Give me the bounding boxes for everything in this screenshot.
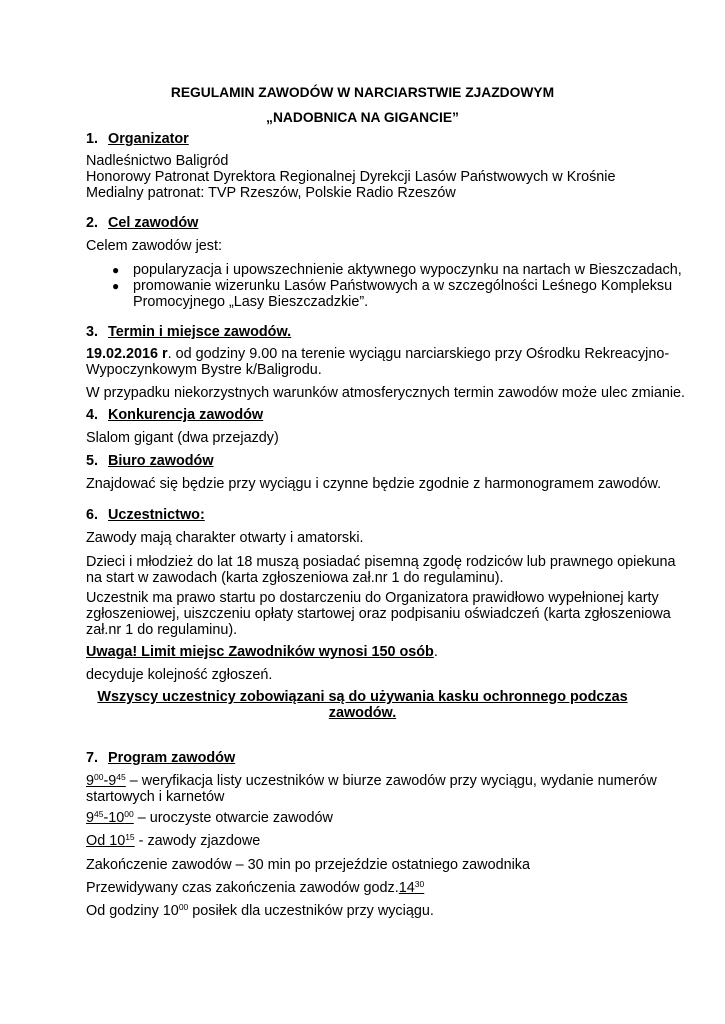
goal-bullet-2-line-2: Promocyjnego „Lasy Bieszczadzkie”. — [133, 294, 369, 310]
program-row-1-end-min: 45 — [116, 772, 126, 782]
office-text: Znajdować się będzie przy wyciągu i czynne będzie zgodnie z harmonogramem zawodów. — [86, 476, 662, 492]
program-row-2-end-hour: -10 — [103, 810, 125, 826]
helmet-notice-line-2: zawodów. — [328, 705, 397, 721]
section-3-heading: Termin i miejsce zawodów. — [108, 324, 292, 340]
program-row-2-start-hour: 9 — [86, 810, 95, 826]
program-row-6-hour: Od godziny 10 — [86, 903, 179, 919]
program-row-5 — [86, 880, 424, 897]
section-3-number: 3. — [86, 324, 99, 340]
program-row-5-min: 30 — [414, 879, 425, 889]
bullet-icon: ● — [112, 279, 120, 293]
program-row-1-start-min: 00 — [94, 772, 104, 782]
program-row-2 — [86, 810, 333, 827]
date-line-1 — [86, 346, 669, 363]
program-row-6-text: posiłek dla uczestników przy wyciągu. — [188, 903, 434, 919]
participation-p3-line-1: Uczestnik ma prawo startu po dostarczeniu do Organizatora prawidłowo wypełnionej karty — [86, 590, 659, 606]
section-4-number: 4. — [86, 407, 99, 423]
goal-bullet-1: popularyzacja i upowszechnienie aktywnego wypoczynku na nartach w Bieszczadach, — [133, 262, 682, 278]
event-date: 19.02.2016 r — [86, 346, 168, 362]
goal-intro: Celem zawodów jest: — [86, 238, 222, 254]
participation-p2-line-1: Dzieci i młodzież do lat 18 muszą posiadać pisemną zgodę rodziców lub prawnego opiekuna — [86, 554, 676, 570]
date-line-2: Wypoczynkowym Bystre k/Baligrodu. — [86, 362, 322, 378]
helmet-notice-line-1: Wszyscy uczestnicy zobowiązani są do używania kasku ochronnego podczas — [97, 689, 628, 705]
weather-note: W przypadku niekorzystnych warunków atmosferycznych termin zawodów może ulec zmianie. — [86, 385, 686, 401]
section-6-number: 6. — [86, 507, 99, 523]
program-row-6 — [86, 903, 434, 920]
bullet-icon: ● — [112, 263, 120, 277]
participation-p2-line-2: na start w zawodach (karta zgłoszeniowa zał.nr 1 do regulaminu). — [86, 570, 504, 586]
section-5-heading: Biuro zawodów — [108, 453, 214, 469]
program-row-1-end-hour: -9 — [103, 773, 117, 789]
program-row-3-hour: Od 10 — [86, 833, 126, 849]
program-row-1-start-hour: 9 — [86, 773, 95, 789]
program-row-1-time — [86, 773, 126, 789]
program-row-3-min: 15 — [125, 832, 135, 842]
program-row-5-text: Przewidywany czas zakończenia zawodów godz. — [86, 880, 399, 896]
program-row-3-text: - zawody zjazdowe — [134, 833, 261, 849]
document-title-line-1: REGULAMIN ZAWODÓW W NARCIARSTWIE ZJAZDOWYM — [170, 85, 555, 100]
document-title-line-2: „NADOBNICA NA GIGANCIE” — [266, 110, 459, 125]
section-1-number: 1. — [86, 131, 99, 147]
program-row-2-text: – uroczyste otwarcie zawodów — [133, 810, 333, 826]
section-7-number: 7. — [86, 750, 99, 766]
limit-notice-dot: . — [433, 644, 438, 660]
section-1-heading: Organizator — [108, 131, 189, 147]
program-row-3 — [86, 833, 260, 850]
goal-bullet-2-line-1: promowanie wizerunku Lasów Państwowych a w szczególności Leśnego Kompleksu — [133, 278, 673, 294]
program-row-1-line-2: startowych i karnetów — [86, 789, 225, 805]
limit-notice-bold: Uwaga! Limit miejsc Zawodników wynosi 150 osób — [86, 644, 434, 660]
program-row-5-hour: 14 — [398, 880, 415, 896]
competition-text: Slalom gigant (dwa przejazdy) — [86, 430, 279, 446]
program-row-3-time — [86, 833, 135, 849]
program-row-2-time — [86, 810, 134, 826]
participation-p1: Zawody mają charakter otwarty i amatorski. — [86, 530, 364, 546]
program-row-2-end-min: 00 — [124, 809, 134, 819]
organizer-line-1: Nadleśnictwo Baligród — [86, 153, 229, 169]
section-2-heading: Cel zawodów — [108, 215, 199, 231]
program-row-2-start-min: 45 — [94, 809, 104, 819]
limit-notice — [86, 644, 438, 661]
participation-p4: decyduje kolejność zgłoszeń. — [86, 667, 273, 683]
program-row-4: Zakończenie zawodów – 30 min po przejeździe ostatniego zawodnika — [86, 857, 530, 873]
section-5-number: 5. — [86, 453, 99, 469]
participation-p3-line-3: zał.nr 1 do regulaminu). — [86, 622, 238, 638]
program-row-5-time — [399, 880, 424, 896]
participation-p3-line-2: zgłoszeniowej, uiszczeniu opłaty startowej oraz podpisaniu oświadczeń (karta zgłoszeniowa — [86, 606, 671, 622]
organizer-line-2: Honorowy Patronat Dyrektora Regionalnej Dyrekcji Lasów Państwowych w Krośnie — [86, 169, 616, 185]
date-line-1-rest: . od godziny 9.00 na terenie wyciągu narciarskiego przy Ośrodku Rekreacyjno- — [167, 346, 670, 362]
section-4-heading: Konkurencja zawodów — [108, 407, 264, 423]
section-2-number: 2. — [86, 215, 99, 231]
program-row-1-text: – weryfikacja listy uczestników w biurze zawodów przy wyciągu, wydanie numerów — [125, 773, 657, 789]
section-7-heading: Program zawodów — [108, 750, 236, 766]
program-row-1 — [86, 773, 657, 790]
section-6-heading: Uczestnictwo: — [108, 507, 205, 523]
organizer-line-3: Medialny patronat: TVP Rzeszów, Polskie Radio Rzeszów — [86, 185, 456, 201]
program-row-6-min: 00 — [178, 902, 189, 912]
